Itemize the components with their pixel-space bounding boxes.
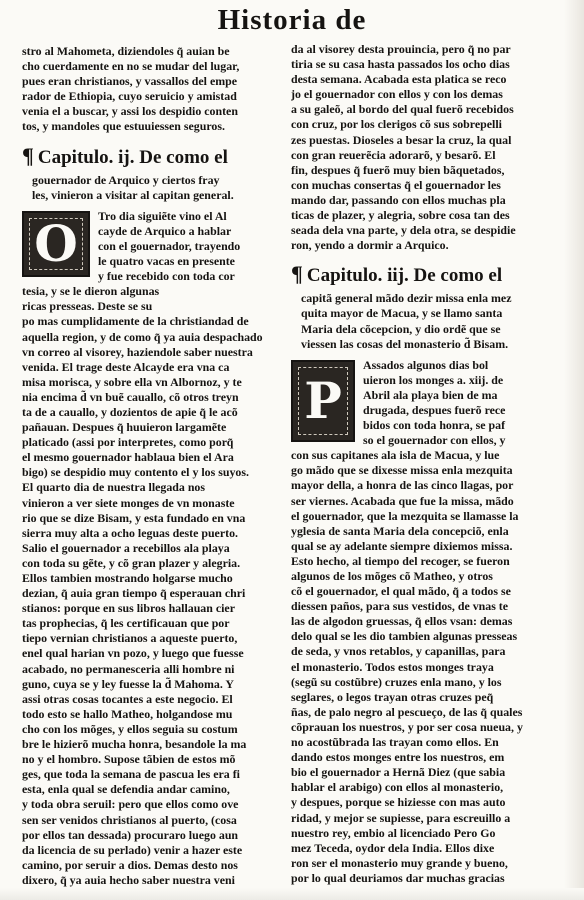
text-line: camino, por seruir a dios. Demas desto nos — [22, 857, 238, 872]
text-line: ser viernes. Acabada que fue la missa, mãdo — [291, 493, 514, 508]
text-line: con sus capitanes ala isla de Macua, y lue — [291, 448, 500, 463]
chapter-summary-line: capitã general mãdo dezir missa enla mez — [301, 291, 512, 306]
text-line: por lo qual deuriamos dar muchas gracias — [291, 870, 505, 885]
text-line: jo el gouernador con ellos y con los demas — [291, 87, 503, 102]
text-line: so el gouernador con ellos, y — [363, 433, 506, 448]
text-line: platicado (assi por interpretes, como porq̃ — [22, 435, 234, 450]
text-line: stro al Mahometa, diziendoles q̃ auian be — [22, 44, 230, 58]
text-line: el mesmo gouernador hablaua bien el Ara — [22, 450, 234, 465]
text-line: hablar el arabigo) con ellos al monasterio, — [291, 780, 504, 795]
text-line: ñas, de palo negro al pescueço, de las q̃ quales — [291, 704, 523, 719]
decorated-initial: P — [291, 360, 355, 442]
text-line: tos, y mandoles que estuuiessen seguros. — [22, 119, 225, 134]
text-line: po mas cumplidamente de la christiandad de — [22, 314, 249, 329]
text-line: Tro dia siguiẽte vino el Al — [98, 208, 227, 223]
text-line: con muchas consertas q̃ el gouernador les — [291, 177, 501, 192]
text-line: ron, yendo a dormir a Arquico. — [291, 238, 449, 253]
chapter-heading — [22, 142, 278, 169]
text-line: cho con los mõges, y ellos seguia su costum — [22, 721, 238, 736]
decorated-initial: O — [22, 211, 90, 277]
text-line: el gouernador, que la mezquita se llamasse la — [291, 508, 519, 523]
chapter-heading-text: Capitulo. ij. De como el — [37, 146, 228, 168]
text-line: mando dar, passando con ellos muchas pla — [291, 192, 506, 207]
chapter-heading — [291, 263, 561, 287]
text-line: no y el hombro. Supose tãbien de estos mõ — [22, 752, 236, 767]
text-line: sierra muy alta a ocho leguas deste puerto. — [22, 525, 238, 540]
left-body-text — [22, 314, 278, 888]
text-line: sen ser venidos christianos al puerto, (cosa — [22, 812, 237, 827]
text-line: ges, que toda la semana de pascua les era fi — [22, 767, 240, 782]
text-line: zes puestas. Dioseles a besar la cruz, la qual — [291, 132, 512, 147]
text-line: Salio el gouernador a recebillos ala playa — [22, 540, 230, 555]
text-line: yglesia de santa Maria dela concepciõ, enla — [291, 523, 509, 538]
text-line: seglares, o legos trayan otras cruzes peq̃ — [291, 689, 494, 704]
text-line: todo esto se hallo Matheo, holgandose mu — [22, 706, 233, 721]
text-line: bio el gouernador a Hernã Diez (que sabia — [291, 765, 506, 780]
text-line: qual se ay adelante siempre dixiemos missa. — [291, 538, 513, 553]
text-line: misa morisca, y sobre ella vn Albornoz, y te — [22, 374, 242, 389]
text-line: bidos con toda honra, se paf — [363, 418, 506, 433]
chapter-heading-text: Capitulo. iij. De como el — [306, 265, 503, 287]
chapter-summary-line: quita mayor de Macua, y se llamo santa — [301, 306, 503, 321]
dropcap-paragraph — [291, 358, 561, 449]
text-line: mayor della, a honra de las cinco llagas, por — [291, 478, 514, 493]
text-line: El quarto dia de nuestra llegada nos — [22, 480, 206, 495]
right-column — [291, 42, 561, 886]
text-line: cayde de Arquico a hablar — [98, 223, 232, 238]
text-line: bigo) se despidio muy contento el y los suyos. — [22, 465, 249, 480]
text-line: go mãdo que se dixesse missa enla mezquita — [291, 463, 513, 478]
text-line: nia encima d̃ vn buẽ cauallo, cõ otros treyn — [22, 389, 239, 404]
left-column — [22, 44, 278, 888]
text-line: ridad, y mejor se supiesse, para escreuillo a — [291, 810, 511, 825]
chapter-summary-line: gouernador de Arquico y ciertos fray — [32, 172, 220, 187]
text-line: cho cuerdamente en no se mudar del lugar, — [22, 59, 240, 74]
text-line: ron ser el monasterio muy grande y bueno, — [291, 855, 508, 870]
text-line: diessen paños, para sus vestidos, de vnas te — [291, 599, 509, 614]
text-line: las de algodon gruessas, q̃ ellos vsan: demas — [291, 614, 513, 629]
text-line: assi otras cosas tocantes a este negocio. El — [22, 691, 233, 706]
text-line: aquella region, y de como q̃ ya auia despachado — [22, 329, 263, 344]
text-line: mez Teceda, oydor dela India. Ellos dixe — [291, 840, 495, 855]
text-line: drugada, despues fuerõ rece — [363, 402, 506, 417]
text-line: fin, despues q̃ fuerõ muy bien bãquetados, — [291, 162, 505, 177]
pilcrow-icon: ¶ — [291, 261, 303, 287]
text-line: delo qual se les dio tambien algunas presseas — [291, 629, 518, 644]
text-line: stianos: porque en sus libros hallauan cier — [22, 601, 235, 616]
pilcrow-icon: ¶ — [22, 142, 34, 168]
text-line: pañauan. Despues q̃ huuieron largamẽte — [22, 420, 227, 435]
chapter-summary-line: viessen las cosas del monasterio d̃ Bisam. — [301, 336, 509, 351]
text-line: da licencia de su perlado) venir a hazer este — [22, 842, 243, 857]
text-line: esta, enla qual se defendia andar camino, — [22, 782, 230, 797]
text-line: venida. El trage deste Alcayde era vna ca — [22, 359, 230, 374]
text-line: y toda obra seruil: pero que ellos como ove — [22, 797, 239, 812]
text-line: acabado, no permanesceria alli hombre ni — [22, 661, 235, 676]
text-line: con cruz, por los clerigos cõ sus sobrepelli — [291, 117, 502, 132]
text-line: tas prophecias, q̃ les certificauan que por — [22, 616, 230, 631]
chapter-summary-line: Maria dela cõcepcion, y dio ordẽ que se — [301, 321, 501, 336]
text-line: (segũ su costũbre) cruzes enla mano, y los — [291, 674, 502, 689]
text-line: dixero, q̃ ya auia hecho saber nuestra veni — [22, 872, 235, 887]
text-line: cõprauan los nuestros, y por ser cosa nueua, y — [291, 719, 523, 734]
text-line: tiepo vernian christianos a aqueste puerto, — [22, 631, 238, 646]
text-line: tesia, y se le dieron algunas — [22, 284, 160, 299]
scan-edge-shadow — [564, 0, 584, 900]
text-line: de seda, y vnos retablos, y capanillas, para — [291, 644, 506, 659]
dropcap-paragraph — [22, 209, 278, 315]
text-line: el monasterio. Todos estos monges traya — [291, 659, 494, 674]
text-line: rio que se dize Bisam, y esta fundado en vna — [22, 510, 246, 525]
text-line: a su galeõ, al bordo del qual fuerõ recebidos — [291, 102, 514, 117]
text-line: cõ el gouernador, el qual mãdo, q̃ a todos se — [291, 584, 511, 599]
text-line: vn correo al visorey, haziendole saber nuestra — [22, 344, 253, 359]
text-line: venia el a buscar, y assi los despidio conten — [22, 104, 238, 119]
text-line: desta semana. Acabada esta platica se reco — [291, 72, 507, 87]
text-line: enel qual harian vn pozo, y luego que fuesse — [22, 646, 244, 661]
text-line: guno, cuya se y ley fuesse la d̃ Mahoma. Y — [22, 676, 234, 691]
text-line: algunos de los mõges cõ Matheo, y otros — [291, 569, 493, 583]
text-line: ricas presseas. Deste se su — [22, 299, 153, 314]
right-top-text — [291, 42, 561, 253]
text-line: nuestro rey, embio al licenciado Pero Go — [291, 825, 496, 840]
text-line: ta de a cauallo, y dozientos de apie q̃ le acõ — [22, 404, 238, 419]
text-line: tiria se su casa hasta passados los ocho dias — [291, 57, 510, 72]
text-line: vinieron a ver siete monges de vn monaste — [22, 495, 235, 510]
text-line: Abril ala playa bien de ma — [363, 387, 498, 402]
text-line: y despues, porque se hiziesse con mas auto — [291, 795, 506, 810]
text-line: le quatro vacas en presente — [98, 254, 235, 269]
text-line: y fue recebido con toda cor — [98, 269, 235, 284]
right-body-text — [291, 448, 561, 886]
text-line: no acostũbrada las trayan como ellos. En — [291, 735, 499, 750]
text-line: da al visorey desta prouincia, pero q̃ no par — [291, 42, 511, 56]
text-line: Esto hecho, al tiempo del recoger, se fueron — [291, 553, 510, 568]
text-line: dezian, q̃ auia gran tiempo q̃ esperauan chri — [22, 586, 246, 601]
text-line: bre le hizierõ mucha honra, besandole la ma — [22, 737, 247, 752]
text-line: rador de Ethiopia, cuyo seruicio y amistad — [22, 89, 237, 104]
text-line: pues eran christianos, y vassallos del empe — [22, 74, 238, 89]
text-line: uieron los monges a. xiij. de — [363, 372, 504, 387]
text-line: ticas de plazer, y alegria, sobre cosa tan des — [291, 208, 510, 223]
text-line: Ellos tambien mostrando holgarse mucho — [22, 571, 233, 585]
text-line: con gran reuerẽcia adorarõ, y besarõ. El — [291, 147, 496, 162]
chapter-summary-line: les, vinieron a visitar al capitan general. — [32, 187, 234, 202]
left-top-text — [22, 44, 278, 135]
text-line: Assados algunos dias bol — [363, 357, 489, 372]
text-line: dando estos monges entre los nuestros, em — [291, 750, 505, 765]
text-line: con toda su gẽte, y cõ gran plazer y alegria. — [22, 555, 241, 570]
text-line: con el gouernador, trayendo — [98, 238, 241, 253]
running-head: Historia de — [217, 4, 367, 36]
text-line: seada dela vna parte, y dela otra, se despidie — [291, 223, 516, 238]
scan-bottom-shadow — [0, 888, 584, 900]
text-line: por ellos tan dessada) procuraro luego aun — [22, 827, 239, 842]
